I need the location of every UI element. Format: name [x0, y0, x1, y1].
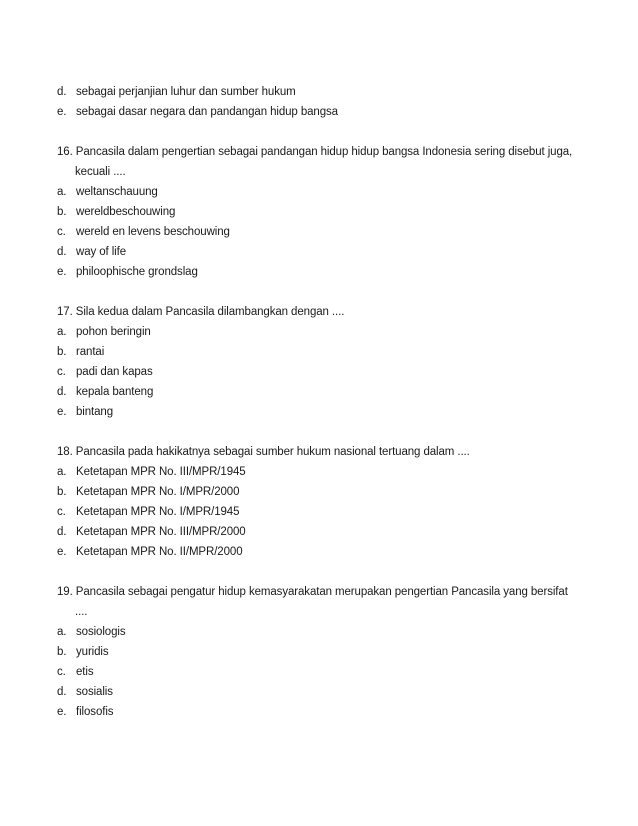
q17-option-c	[57, 365, 153, 379]
q19-option-b	[57, 645, 109, 659]
option-text: Ketetapan MPR No. I/MPR/2000	[76, 486, 240, 498]
question-16-continuation: kecuali ....	[75, 166, 126, 178]
option-letter: c.	[57, 666, 66, 678]
q17-option-e	[57, 405, 113, 419]
q16-option-b	[57, 205, 175, 219]
option-letter: d.	[57, 526, 67, 538]
option-text: Ketetapan MPR No. III/MPR/1945	[76, 466, 246, 478]
option-letter: d.	[57, 686, 67, 698]
option-text: yuridis	[76, 646, 109, 658]
option-text: weltanschauung	[76, 186, 158, 198]
q18-option-d	[57, 525, 246, 539]
option-text: way of life	[76, 246, 127, 258]
option-text: sebagai perjanjian luhur dan sumber hukum	[76, 86, 296, 98]
q16-option-d	[57, 245, 126, 259]
option-letter: d.	[57, 386, 67, 398]
option-e-prev	[57, 105, 338, 119]
option-d-prev	[57, 85, 296, 99]
question-16: 16. Pancasila dalam pengertian sebagai pandangan hidup hidup bangsa Indonesia sering disebut juga,	[57, 146, 573, 158]
option-text: etis	[76, 666, 94, 678]
option-text: sebagai dasar negara dan pandangan hidup bangsa	[76, 106, 338, 118]
q18-option-e	[57, 545, 243, 559]
option-letter: e.	[57, 406, 67, 418]
q18-option-a	[57, 465, 246, 479]
option-letter: c.	[57, 506, 66, 518]
q19-option-e	[57, 705, 113, 719]
q17-option-a	[57, 325, 151, 339]
option-text: pohon beringin	[76, 326, 151, 338]
option-text: Ketetapan MPR No. III/MPR/2000	[76, 526, 246, 538]
option-text: Ketetapan MPR No. II/MPR/2000	[76, 546, 243, 558]
option-letter: c.	[57, 366, 66, 378]
option-text: sosialis	[76, 686, 113, 698]
q18-option-c	[57, 505, 239, 519]
option-letter: d.	[57, 246, 67, 258]
option-text: kepala banteng	[76, 386, 154, 398]
q19-option-a	[57, 625, 126, 639]
option-text: philoophische grondslag	[76, 266, 198, 278]
question-18: 18. Pancasila pada hakikatnya sebagai sumber hukum nasional tertuang dalam ....	[57, 446, 470, 458]
q16-option-c	[57, 225, 230, 239]
option-text: Ketetapan MPR No. I/MPR/1945	[76, 506, 240, 518]
option-text: filosofis	[76, 706, 114, 718]
q18-option-b	[57, 485, 239, 499]
option-letter: b.	[57, 646, 67, 658]
option-letter: e.	[57, 106, 67, 118]
q19-option-c	[57, 665, 94, 679]
option-letter: b.	[57, 486, 67, 498]
option-text: wereld en levens beschouwing	[76, 226, 230, 238]
question-17: 17. Sila kedua dalam Pancasila dilambangkan dengan ....	[57, 306, 345, 318]
option-text: rantai	[76, 346, 105, 358]
option-text: padi dan kapas	[76, 366, 153, 378]
q16-option-e	[57, 265, 198, 279]
option-letter: e.	[57, 266, 67, 278]
option-letter: a.	[57, 466, 67, 478]
option-letter: b.	[57, 206, 67, 218]
option-letter: e.	[57, 546, 67, 558]
option-letter: a.	[57, 326, 67, 338]
question-19-continuation: ....	[75, 606, 88, 618]
option-text: bintang	[76, 406, 114, 418]
q16-option-a	[57, 185, 158, 199]
option-letter: b.	[57, 346, 67, 358]
option-letter: e.	[57, 706, 67, 718]
option-letter: d.	[57, 86, 67, 98]
q17-option-d	[57, 385, 153, 399]
option-letter: a.	[57, 626, 67, 638]
q19-option-d	[57, 685, 113, 699]
question-19: 19. Pancasila sebagai pengatur hidup kemasyarakatan merupakan pengertian Pancasila yang bersifat	[57, 586, 568, 598]
option-text: sosiologis	[76, 626, 126, 638]
option-letter: a.	[57, 186, 67, 198]
option-text: wereldbeschouwing	[76, 206, 176, 218]
q17-option-b	[57, 345, 104, 359]
option-letter: c.	[57, 226, 66, 238]
